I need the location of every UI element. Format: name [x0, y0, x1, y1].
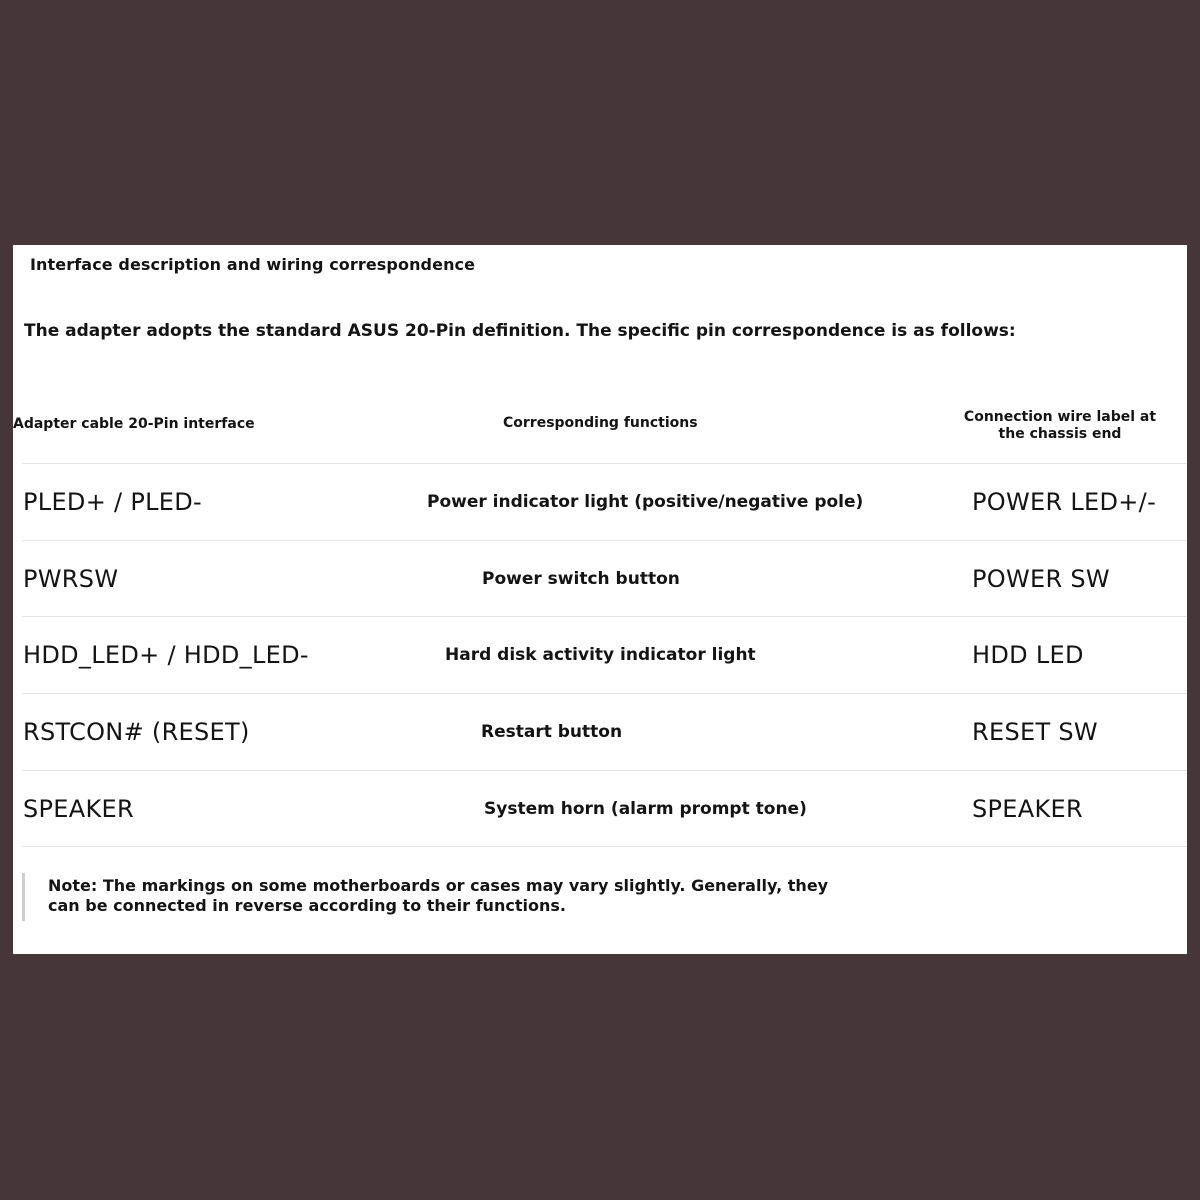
table-row	[13, 617, 1187, 693]
function-cell: System horn (alarm prompt tone)	[484, 799, 807, 819]
intro-text: The adapter adopts the standard ASUS 20-Pin definition. The specific pin correspondence is as follows:	[24, 321, 1016, 341]
table-row	[13, 464, 1187, 540]
pin-cell: PLED+ / PLED-	[23, 488, 202, 516]
chassis-label-cell: POWER LED+/-	[972, 488, 1157, 516]
chassis-label-cell: SPEAKER	[972, 795, 1083, 823]
chassis-label-cell: POWER SW	[972, 565, 1110, 593]
pin-cell: SPEAKER	[23, 795, 134, 823]
section-title: Interface description and wiring correspondence	[30, 255, 476, 274]
chassis-label-cell: RESET SW	[972, 718, 1098, 746]
document-card	[13, 245, 1187, 954]
note-text: Note: The markings on some motherboards or cases may vary slightly. Generally, they can be connected in reverse according to their functions.	[22, 873, 842, 921]
header-functions: Corresponding functions	[503, 415, 698, 431]
chassis-label-cell: HDD LED	[972, 641, 1084, 669]
function-cell: Hard disk activity indicator light	[445, 645, 756, 665]
table-row	[13, 541, 1187, 617]
pin-cell: HDD_LED+ / HDD_LED-	[23, 641, 309, 669]
header-pin-interface: Adapter cable 20-Pin interface	[13, 416, 255, 432]
function-cell: Restart button	[481, 722, 623, 742]
pin-cell: PWRSW	[23, 565, 119, 593]
header-chassis-label: Connection wire label at the chassis end	[963, 409, 1157, 442]
table-row	[13, 771, 1187, 847]
table-divider	[22, 846, 1187, 847]
function-cell: Power switch button	[482, 569, 680, 589]
pin-cell: RSTCON# (RESET)	[23, 718, 250, 746]
table-row	[13, 694, 1187, 770]
function-cell: Power indicator light (positive/negative pole)	[427, 492, 864, 512]
